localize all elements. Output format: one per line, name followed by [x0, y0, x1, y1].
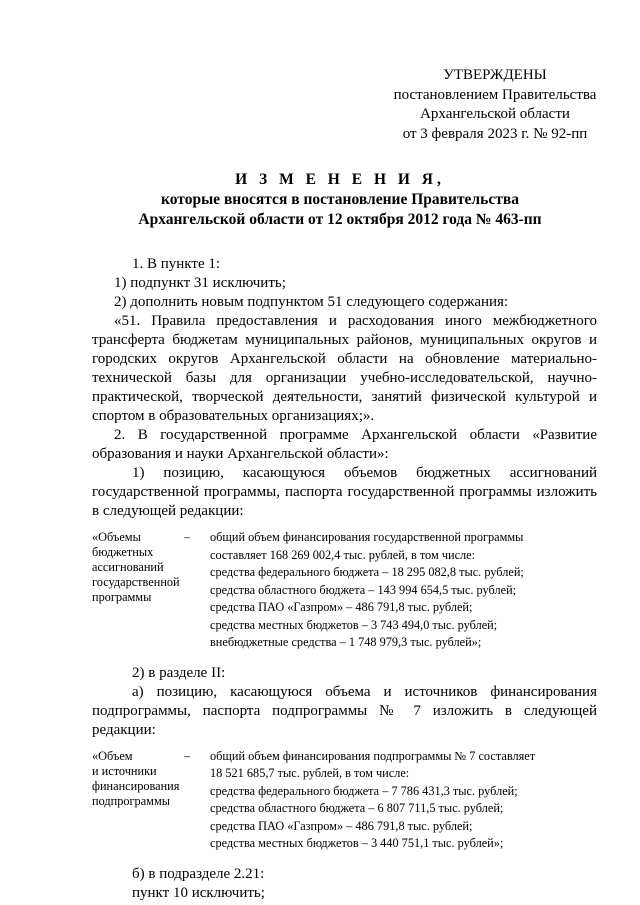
label-line: и источники — [92, 763, 157, 778]
financing-table-subprogram — [92, 748, 597, 853]
approval-line: постановлением Правительства — [393, 86, 597, 103]
label-line: «Объем — [92, 748, 133, 763]
table-values — [210, 748, 597, 853]
paragraph: 1. В пункте 1: — [132, 256, 221, 272]
value-line: составляет 168 269 002,4 тыс. рублей, в том числе: — [210, 547, 476, 562]
approval-date: от 3 февраля 2023 г. № 92-пп — [402, 125, 588, 142]
document-title — [90, 170, 590, 230]
table-label — [92, 748, 184, 853]
value-line: общий объем финансирования подпрограммы № 7 составляет — [210, 748, 536, 763]
paragraph: 1) позицию, касающуюся объемов бюджетных ассигнований государственной программы, паспорта государственной программы изложить в следующей редакции: — [92, 465, 597, 519]
value-line: средства федерального бюджета – 7 786 431,3 тыс. рублей; — [210, 783, 518, 798]
paragraph: а) позицию, касающуюся объема и источников финансирования подпрограммы, паспорта подпрограммы № 7 изложить в следующей редакции: — [92, 683, 597, 738]
label-line: программы — [92, 590, 152, 604]
value-line: средства местных бюджетов – 3 440 751,1 тыс. рублей»; — [210, 836, 504, 850]
label-line: «Объемы — [92, 530, 141, 544]
approval-title: УТВЕРЖДЕНЫ — [443, 67, 547, 83]
paragraph: 1) подпункт 31 исключить; — [114, 275, 286, 291]
approval-line: Архангельской области — [420, 106, 570, 122]
table-dash: – — [184, 748, 191, 763]
value-line: средства федерального бюджета – 18 295 082,8 тыс. рублей; — [210, 565, 524, 579]
label-line: бюджетных — [92, 545, 154, 559]
value-line: средства местных бюджетов – 3 743 494,0 тыс. рублей; — [210, 617, 498, 632]
paragraph: 2. В государственной программе Архангельской области «Развитие образования и науки Архангельской области»: — [92, 427, 597, 462]
label-line: подпрограммы — [92, 793, 170, 808]
table-values — [210, 529, 597, 652]
approval-block — [360, 66, 630, 144]
value-line: общий объем финансирования государственной программы — [210, 530, 524, 544]
paragraph: «51. Правила предоставления и расходования иного межбюджетного трансферта бюджетам муниципальных районов, муниципальных округов и городских округов Архангельской области на обновление материально-технической базы для организации учебно-исследовательской, научно-практической, творческой деятельности, занятий физической культурой и спортом в образовательных организациях;». — [92, 313, 597, 424]
table-dash: – — [184, 530, 191, 544]
paragraph: 2) в разделе II: — [132, 664, 226, 681]
document-body — [92, 255, 597, 903]
title-subtitle: Архангельской области от 12 октября 2012 года № 463-пп — [138, 211, 542, 228]
value-line: средства ПАО «Газпром» – 486 791,8 тыс. рублей; — [210, 600, 473, 614]
value-line: внебюджетные средства – 1 748 979,3 тыс. рублей»; — [210, 635, 482, 649]
title-subtitle: которые вносятся в постановление Правительства — [161, 191, 519, 208]
table-label — [92, 529, 184, 652]
label-line: финансирования — [92, 778, 180, 793]
paragraph: б) в подразделе 2.21: — [132, 865, 265, 882]
paragraph: 2) дополнить новым подпунктом 51 следующего содержания: — [114, 294, 509, 310]
value-line: средства областного бюджета – 6 807 711,5 тыс. рублей; — [210, 801, 504, 815]
value-line: средства ПАО «Газпром» – 486 791,8 тыс. рублей; — [210, 818, 473, 833]
label-line: ассигнований — [92, 560, 164, 574]
financing-table-program — [92, 529, 597, 652]
value-line: средства областного бюджета – 143 994 654,5 тыс. рублей; — [210, 582, 517, 597]
value-line: 18 521 685,7 тыс. рублей, в том числе: — [210, 766, 410, 780]
title-main: И З М Е Н Е Н И Я, — [235, 171, 445, 188]
label-line: государственной — [92, 575, 180, 589]
paragraph: пункт 10 исключить; — [132, 884, 265, 901]
